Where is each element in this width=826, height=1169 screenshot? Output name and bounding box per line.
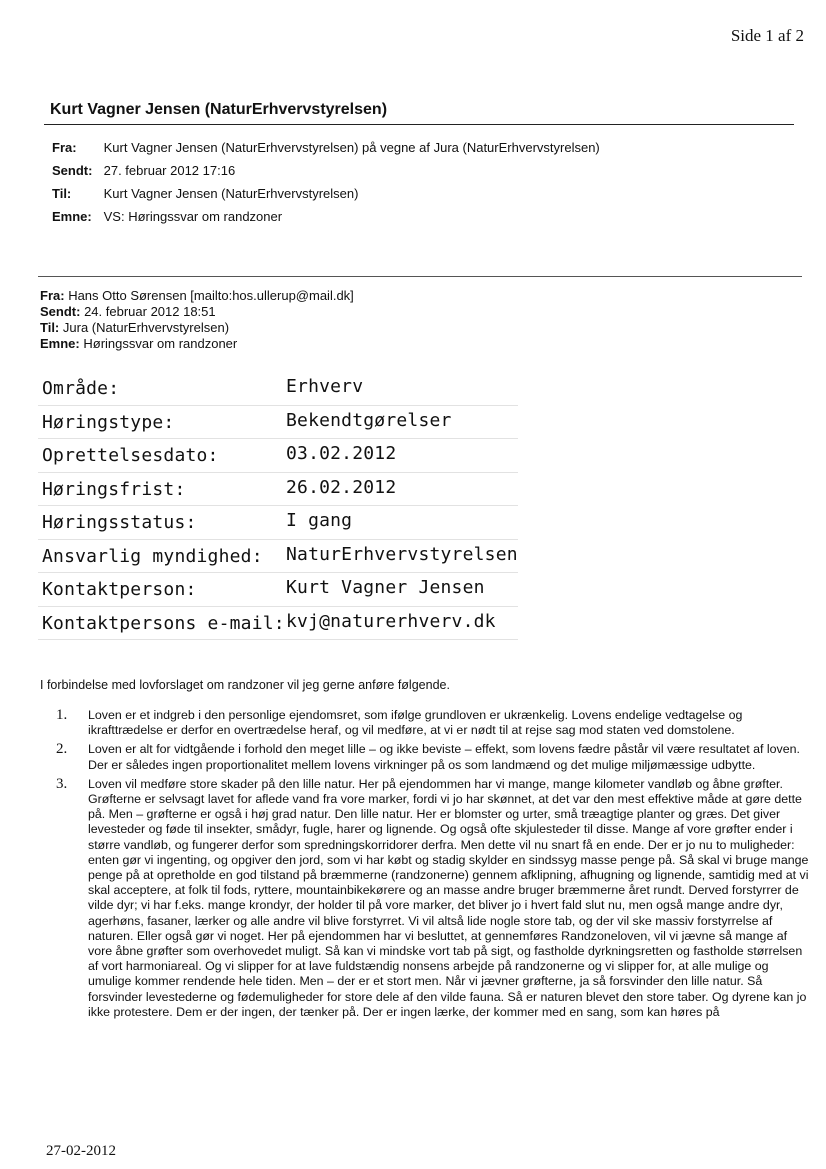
page-number: Side 1 af 2: [730, 26, 804, 45]
forward-sent-value: 24. februar 2012 18:51: [84, 304, 216, 319]
intro-paragraph: I forbindelse med lovforslaget om randzoner vil jeg gerne anføre følgende.: [40, 678, 450, 692]
info-key: Høringsfrist:: [42, 478, 186, 500]
info-value: 03.02.2012: [286, 443, 397, 464]
info-row-contact: [38, 573, 518, 607]
list-item-number: 2.: [56, 741, 68, 758]
info-row-authority: [38, 540, 518, 574]
info-value: Erhverv: [286, 376, 364, 397]
list-item: [56, 742, 810, 772]
forward-subject-label: Emne:: [40, 336, 80, 351]
forward-subject-value: Høringssvar om randzoner: [83, 336, 238, 351]
list-item-number: 3.: [56, 775, 68, 792]
email-subject-label: Emne:: [52, 209, 92, 224]
footer-date: 27-02-2012: [46, 1143, 116, 1159]
info-value: NaturErhvervstyrelsen: [286, 543, 518, 565]
forward-subject-row: [40, 336, 237, 352]
sender-header: Kurt Vagner Jensen (NaturErhvervstyrelsen): [50, 101, 388, 118]
forward-from-label: Fra:: [40, 288, 65, 303]
forward-sent-row: [40, 304, 216, 320]
list-item: [56, 708, 810, 738]
info-key: Høringstype:: [42, 411, 175, 433]
list-item-text: Loven er alt for vidtgående i forhold den meget lille – og ikke beviste – effekt, som lovens fædre påstår vil være resultatet af loven. Der er således ingen proportionalitet mellem lovens virkninger på os som landmænd og det mulige miljømæssige udbytte.: [88, 742, 800, 772]
forward-to-label: Til:: [40, 320, 60, 335]
forward-from-row: [40, 288, 354, 304]
email-subject-value: VS: Høringssvar om randzoner: [103, 209, 283, 224]
header-divider: [44, 124, 794, 125]
email-to-value: Kurt Vagner Jensen (NaturErhvervstyrelsen): [103, 186, 359, 201]
email-to-row: [52, 186, 358, 201]
forward-from-value: Hans Otto Sørensen [mailto:hos.ullerup@mail.dk]: [68, 288, 354, 303]
response-points-list: [56, 708, 810, 1024]
info-key: Ansvarlig myndighed:: [42, 545, 263, 567]
list-item-text: Loven er et indgreb i den personlige ejendomsret, som ifølge grundloven er ukrænkelig. Lovens endelige vedtagelse og ikrafttrædelse er derfor en overtrædelse heraf, og vil medføre, at vi er nødt til at rejse sag mod staten ved domstolene.: [88, 708, 743, 738]
forward-to-row: [40, 320, 229, 336]
info-value: Kurt Vagner Jensen: [286, 577, 485, 598]
info-key: Oprettelsesdato:: [42, 445, 219, 466]
info-row-type: [38, 406, 518, 440]
email-from-value: Kurt Vagner Jensen (NaturErhvervstyrelsen) på vegne af Jura (NaturErhvervstyrelsen): [103, 140, 600, 155]
info-row-area: [38, 372, 518, 406]
email-sent-label: Sendt:: [52, 163, 93, 178]
email-to-label: Til:: [52, 186, 72, 201]
email-subject-row: [52, 209, 282, 224]
forward-sent-label: Sendt:: [40, 304, 81, 319]
info-row-status: [38, 506, 518, 540]
info-key: Område:: [42, 378, 120, 399]
email-from-label: Fra:: [52, 140, 77, 155]
info-key: Kontaktperson:: [42, 579, 197, 600]
info-value: Bekendtgørelser: [286, 409, 452, 431]
consultation-info-table: [38, 372, 518, 640]
info-key: Kontaktpersons e-mail:: [42, 612, 285, 634]
email-sent-row: [52, 163, 235, 178]
info-row-contact-email: [38, 607, 518, 641]
forward-to-value: Jura (NaturErhvervstyrelsen): [62, 320, 230, 335]
info-value: 26.02.2012: [286, 476, 397, 498]
info-key: Høringsstatus:: [42, 512, 197, 533]
email-from-row: [52, 140, 600, 155]
email-sent-value: 27. februar 2012 17:16: [103, 163, 236, 178]
info-row-deadline: [38, 473, 518, 507]
list-item: [56, 777, 810, 1020]
list-item-text: Loven vil medføre store skader på den lille natur. Her på ejendommen har vi mange, mange kilometer vandløb og åbne grøfter. Grøfterne er selvsagt lavet for aflede vand fra vore marker, fordi vi jo har skønnet, at det var den mest effektive måde at gøre dette på. Men – grøfterne er også i høj grad natur. Den lille natur. Her er blomster og urter, små træagtige planter og græs. Det giver levesteder og føde til insekter, smådyr, fugle, harer og lignende. Og også ofte skjulesteder til disse. Mange af vore grøfter ender i større vandløb, og fungerer derfor som spredningskorridorer derfra. Men dette vil nu snart få en ende. Der er jo nu to muligheder: enten gør vi ingenting, og opgiver den jord, som vi har købt og stadig skylder en sindssyg masse penge på. Så skal vi bruge mange penge på at opretholde en god tilstand på bræmmerne (randzonerne) gennem afklipning, afhugning og lignende, samtidig med at vi skal acceptere, at folk til fods, ryttere, mountainbikekørere og an masse andre bruger bræmmerne året rundt. Derved forstyrrer de vilde dyr; vi har f.eks. mange krondyr, der holder til på vore marker, det bliver jo i hvert fald slut nu, men også mange andre dyr, agerhøns, fasaner, lærker og alle andre vil blive forstyrret. Vi vil altså lide nogle store tab, og der vil ske massiv forstyrrelse af naturen. Eller også gør vi noget. Her på ejendommen har vi besluttet, at gennemføres Randzoneloven, vil vi jævne så mange af vore åbne grøfter som overhovedet muligt. Så kan vi mindske vort tab på sigt, og fastholde dyrkningsretten og fastholde størrelsen af vort harmoniareal. Og vi slipper for at lave fuldstændig nonsens arbejde på randzonerne og vi slipper for, at alle mulige og umulige kommer rendende hele tiden. Men – der er et stort men. Når vi jævner grøfterne, ja så forsvinder den lille natur. Så forsvinder levestederne og fødemuligheder for store dele af den vilde fauna. Så er naturen blevet den store taber. Og dyrene kan jo ikke protestere. Dem er der ingen, der tænker på. Der er ingen lærke, der kommer med en sang, som kan høres på: [88, 776, 809, 1019]
forward-divider: [38, 276, 802, 277]
info-value: kvj@naturerhverv.dk: [286, 610, 496, 632]
info-value: I gang: [286, 510, 353, 531]
info-row-created: [38, 439, 518, 473]
list-item-number: 1.: [56, 707, 68, 723]
